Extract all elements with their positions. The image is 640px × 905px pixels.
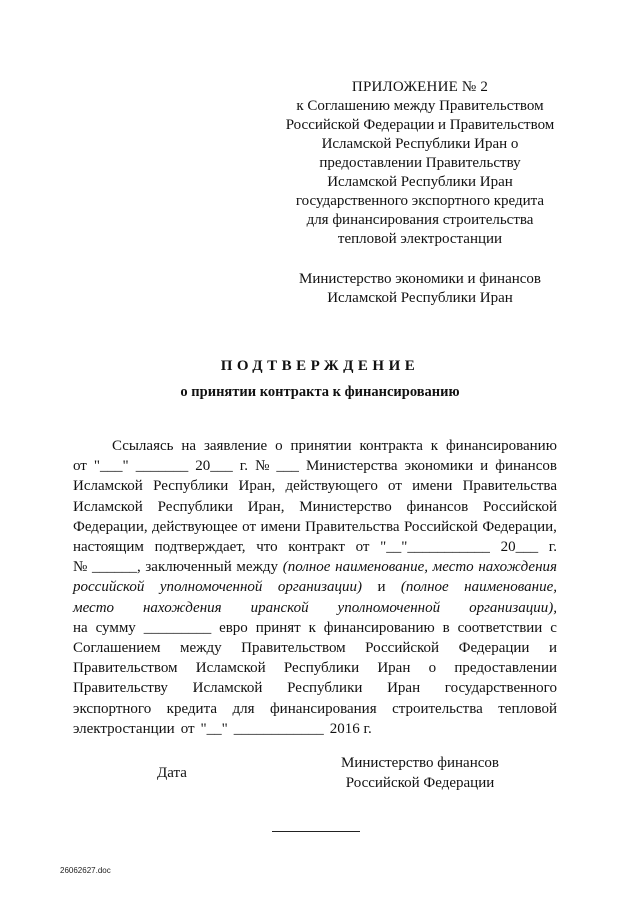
body-word: Министерства [305,458,398,475]
body-word: предоставлении [454,660,557,677]
signatory-block [320,753,520,793]
body-word: Правительством [241,640,346,657]
annex-line: государственного экспортного кредита [295,193,545,209]
body-word: подтверждает, [154,539,246,556]
body-word: заключенный [145,559,232,576]
body-line [73,456,557,476]
body-word: о [275,438,283,454]
body-word: Республики [157,498,233,515]
body-word: имени [260,518,301,535]
body-word: строительства [392,700,483,717]
annex-line: тепловой электростанции [337,231,503,247]
body-word: 2016 г. [329,720,372,737]
body-word: от [355,539,370,556]
body-word: нахождения [142,599,222,616]
body-word: "__" [200,720,228,737]
body-word: кредита [166,700,217,717]
body-word: № [255,458,270,475]
body-line [73,476,557,496]
annex-line: Исламской Республики Иран о [321,136,519,152]
body-line [73,699,557,719]
body-word: 20___ [195,458,233,475]
signatory-line: Министерство финансов [341,755,499,771]
body-word: Федерации, [482,518,557,535]
body-word: и [548,640,557,657]
body-word: имени [412,478,453,495]
body-word: в [442,619,450,636]
body-paragraph [73,436,557,739]
body-word: контракт [288,539,345,556]
body-word: тепловой [498,700,557,717]
body-line [73,638,557,658]
body-word: Республики [287,680,363,697]
body-word: Исламской [73,478,143,495]
body-word: принятии [290,438,352,454]
body-word: (полное [400,579,449,596]
body-line [73,719,557,739]
body-word: финансов [406,498,469,515]
annex-line: предоставлении Правительству [319,155,521,171]
body-word: действующего [285,478,378,495]
body-word: Иран, [238,478,276,495]
body-word: ___ [276,458,299,475]
annex-line: к Соглашению между Правительством [296,98,544,114]
body-word: г. [548,539,557,556]
body-word: сумму [95,619,136,636]
document-title: ПОДТВЕРЖДЕНИЕ [220,358,420,374]
body-word: Российской [483,498,557,515]
body-word: и [377,579,386,596]
body-word: наименование, [464,579,557,596]
signature-line [272,831,360,832]
body-word: от [388,478,402,495]
body-word: евро [219,619,248,636]
body-word: финансированию [445,438,557,454]
body-word: российской [73,579,145,596]
body-word: 20___ [500,539,539,556]
body-word: экспортного [73,700,152,717]
body-word: место [432,559,474,576]
body-word: финансирования [269,700,377,717]
body-word: от [180,720,195,737]
body-word: г. [239,458,249,475]
body-word: организации) [277,579,363,596]
body-word: финансированию [323,619,435,636]
body-word: иранской [250,599,309,616]
annex-line: для финансирования строительства [306,212,534,228]
body-word: на [73,619,88,636]
body-word: Федерации [458,640,530,657]
body-word: уполномоченной [159,579,263,596]
body-word: от [242,518,256,535]
body-word: заявление [203,438,268,454]
body-word: Правительству [73,680,168,697]
body-line [73,577,557,597]
body-line [73,618,557,638]
body-word: о [428,660,437,677]
body-word: экономики [404,458,474,475]
body-word: с [550,619,557,636]
body-word: электростанции [73,720,175,737]
date-label: Дата [157,765,187,781]
body-word: Республики [283,660,360,677]
body-word: финансов [495,458,557,475]
body-word: Исламской [192,680,263,697]
body-word: настоящим [73,539,144,556]
body-word: наименование, [335,559,428,576]
body-word: место [73,599,115,616]
body-word: Российской [403,518,478,535]
body-word: Иран [387,680,421,697]
addressee-line: Министерство экономики и финансов [299,271,541,287]
body-word: "__"___________ [380,539,490,556]
body-word: между [179,640,222,657]
body-word: государственного [444,680,557,697]
body-line [73,537,557,557]
body-line [73,658,557,678]
body-word: принят [255,619,301,636]
body-word: Иран, [247,498,285,515]
body-word: Российской [365,640,440,657]
body-word: для [232,700,255,717]
body-word: Исламской [195,660,266,677]
body-word: что [256,539,278,556]
body-word: уполномоченной [337,599,441,616]
body-word: Республики [153,478,229,495]
body-word: и [480,458,489,475]
annex-title: ПРИЛОЖЕНИЕ № 2 [351,79,489,95]
body-word: контракта [359,438,423,454]
body-word: "___" [93,458,129,475]
body-word: к [430,438,439,454]
body-line [73,598,557,618]
body-line [73,517,557,537]
body-word: к [308,619,316,636]
body-word: Министерство [299,498,392,515]
footer-filename: 26062627.doc [60,866,111,875]
body-word: Федерации, [73,518,148,535]
body-word: ____________ [233,720,324,737]
body-word: организации), [469,599,557,616]
body-word: Исламской [73,498,143,515]
body-word: ______, [91,559,141,576]
annex-header [270,78,570,249]
addressee-line: Исламской Республики Иран [327,290,513,306]
body-word: действующее [152,518,238,535]
body-word: _________ [143,619,212,636]
body-line [73,678,557,698]
body-word: соответствии [457,619,543,636]
body-word: (полное [282,559,331,576]
body-word: Соглашением [73,640,161,657]
body-line [73,557,557,577]
body-word: Ссылаясь [112,438,174,454]
signatory-line: Российской Федерации [345,775,495,791]
body-word: от [73,458,87,475]
document-subtitle: о принятии контракта к финансированию [180,384,460,400]
body-word: на [181,438,197,454]
body-word: Иран [377,660,411,677]
body-word: Правительством [73,660,178,677]
body-word: нахождения [478,559,557,576]
addressee-block [270,270,570,308]
body-line [73,497,557,517]
body-word: № [73,559,88,576]
body-word: Правительства [462,478,557,495]
body-word: между [236,559,279,576]
body-word: Правительства [305,518,400,535]
body-word: _______ [135,458,189,475]
annex-line: Российской Федерации и Правительством [285,117,555,133]
body-line [73,436,557,456]
annex-line: Исламской Республики Иран [327,174,513,190]
